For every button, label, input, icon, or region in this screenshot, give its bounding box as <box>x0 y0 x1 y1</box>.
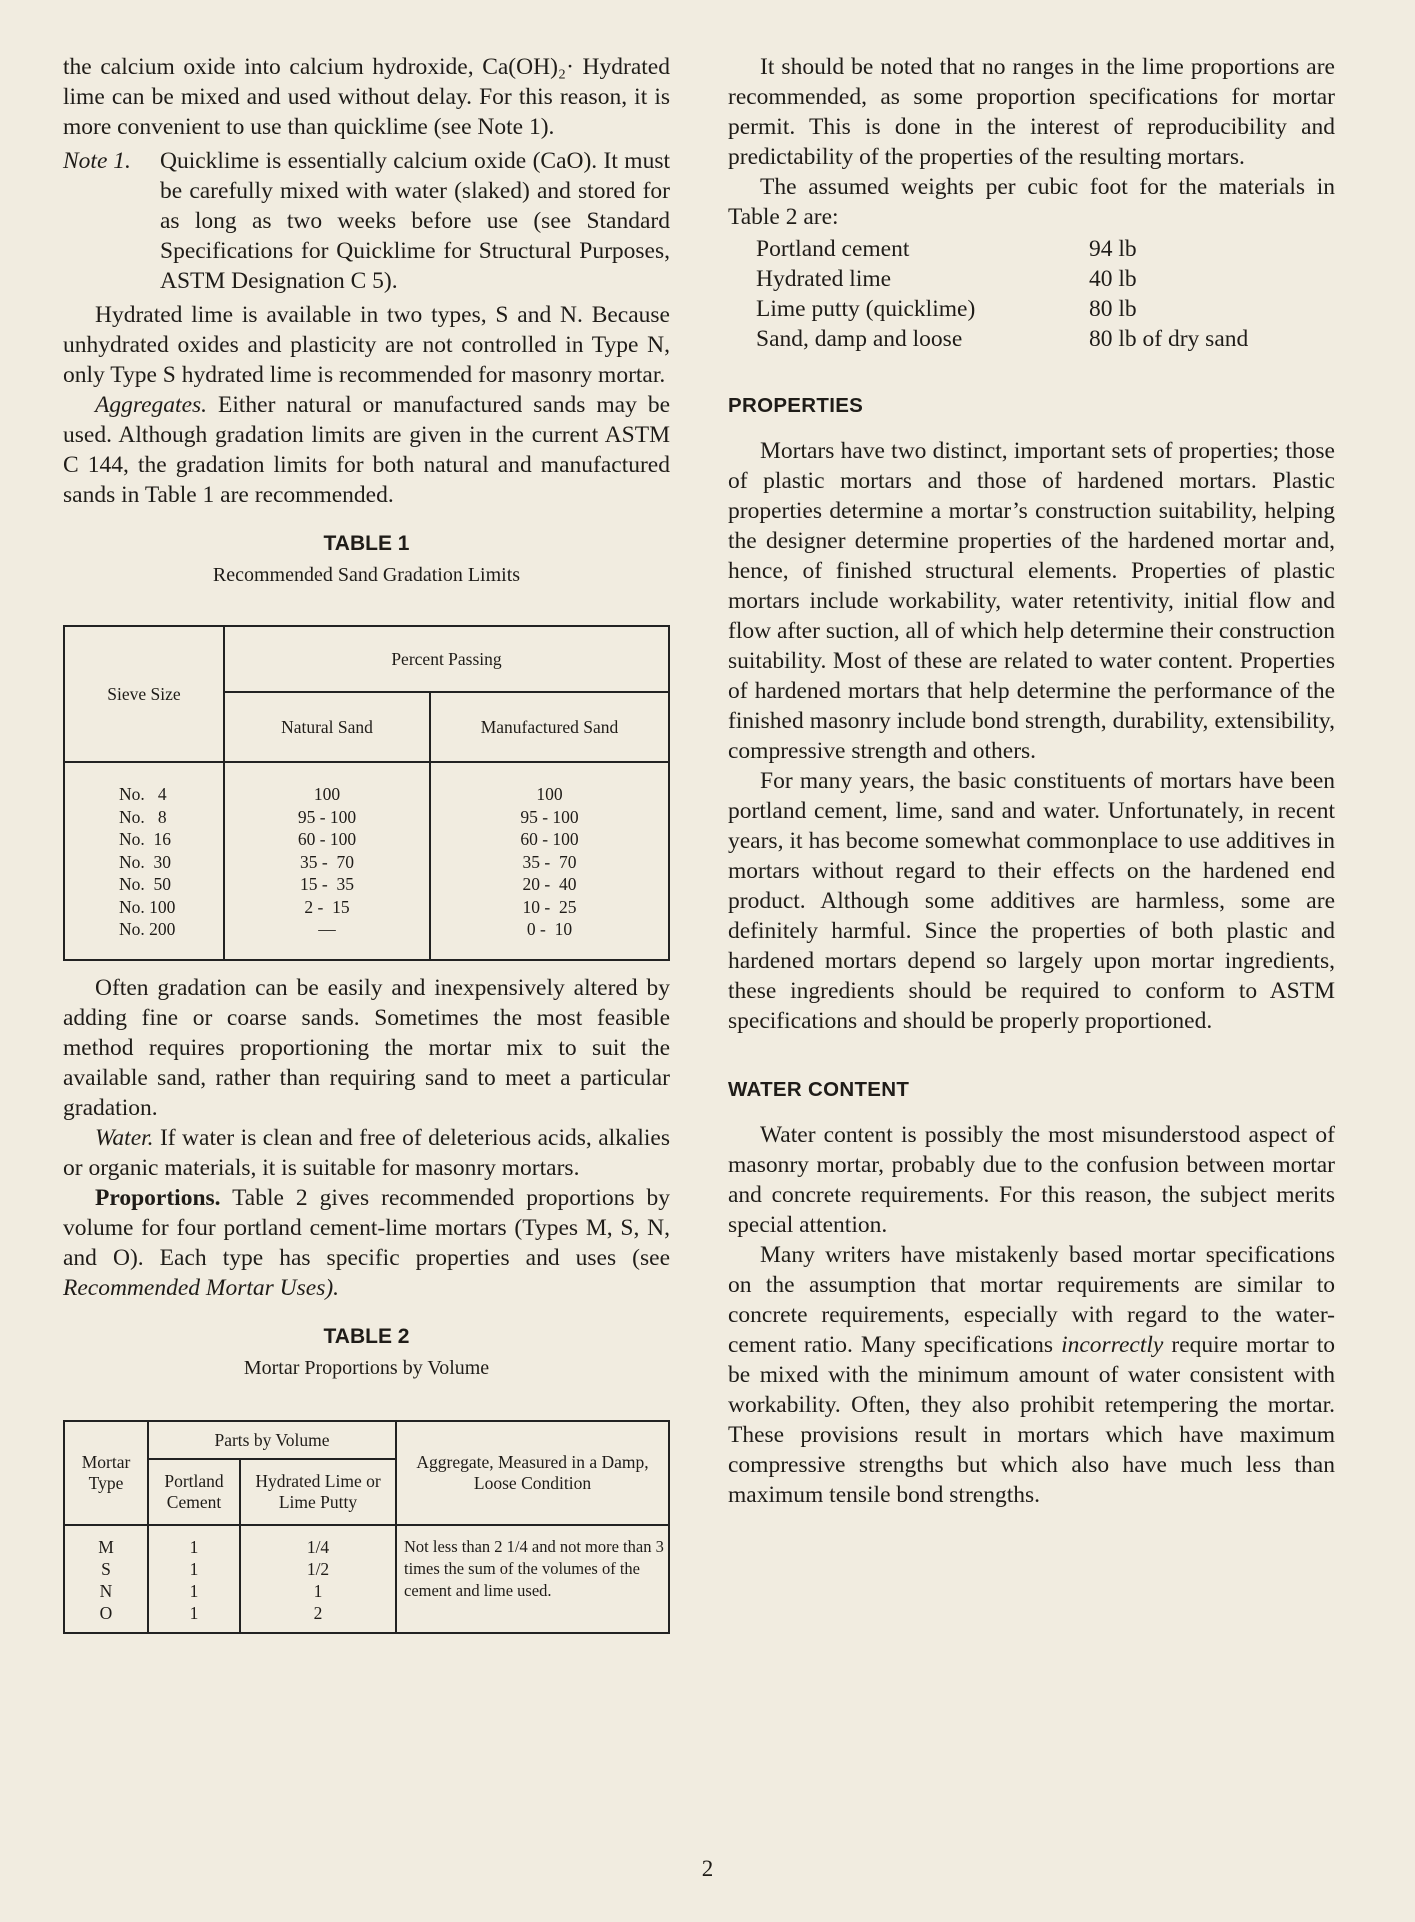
weight-material: Hydrated lime <box>756 266 892 292</box>
table2-lime-column: 1/4 1/2 1 2 <box>240 1525 396 1633</box>
table1-title: TABLE 1 <box>323 532 410 555</box>
note-label: Note 1. <box>63 148 131 174</box>
heading-properties: PROPERTIES <box>728 394 864 417</box>
table2-header-lime: Hydrated Lime or Lime Putty <box>240 1459 396 1525</box>
table1-header-percent: Percent Passing <box>224 626 669 692</box>
table2-header-type: Mortar Type <box>64 1421 148 1525</box>
weight-material: Sand, damp and loose <box>756 326 963 352</box>
weight-row <box>756 264 1335 294</box>
paragraph-gradation: Often gradation can be easily and inexpensively altered by adding fine or coarse sands. Sometimes the most feasible method requires proportioning the mortar mix to suit the available sand, rather than requiring sand to meet a particular gradation. <box>63 975 670 1121</box>
water-text: If water is clean and free of deleterious acids, alkalies or organic materials, it is suitable for masonry mortars. <box>63 1125 670 1181</box>
paragraph-constituents: For many years, the basic constituents of mortars have been portland cement, lime, sand and water. Unfortunately, in recent years, it has become somewhat commonplace to use additives in mortars without regard to their effects on the hardened end product. Although some additives are harmless, some are definitely harmful. Since the properties of both plastic and hardened mortars depend so largely upon mortar ingredients, these ingredients should be required to conform to ASTM specifications and should be properly proportioned. <box>728 768 1335 1034</box>
weight-value: 40 lb <box>1089 266 1137 292</box>
spec-italic: incorrectly <box>1061 1332 1164 1358</box>
paragraph-proportions <box>63 1183 670 1303</box>
table2-header-parts: Parts by Volume <box>148 1421 396 1459</box>
table2-subtitle: Mortar Proportions by Volume <box>243 1357 490 1379</box>
weight-row <box>756 294 1335 324</box>
water-label: Water. <box>95 1125 154 1151</box>
table2-cement-column: 1 1 1 1 <box>148 1525 240 1633</box>
table1-natural-column: 100 95 - 100 60 - 100 35 - 70 15 - 35 2 - 15 — <box>224 762 430 960</box>
paragraph-hydrated-lime-intro: the calcium oxide into calcium hydroxide, Ca(OH)₂· Hydrated lime can be mixed and used without delay. For this reason, it is more convenient to use than quicklime (see Note 1). <box>63 54 670 140</box>
table2-header-aggregate: Aggregate, Measured in a Damp, Loose Condition <box>396 1421 669 1525</box>
material-weights-list <box>756 234 1335 354</box>
aggregates-text: Either natural or manufactured sands may be used. Although gradation limits are given in the current ASTM C 144, the gradation limits for both natural and manufactured sands in Table 1 are recommended. <box>63 392 670 508</box>
paragraph-assumed-weights: The assumed weights per cubic foot for the materials in Table 2 are: <box>728 174 1335 230</box>
proportions-label: Proportions. <box>95 1185 221 1211</box>
table2-header-cement: Portland Cement <box>148 1459 240 1525</box>
table2-title: TABLE 2 <box>323 1325 410 1348</box>
weight-row <box>756 324 1335 354</box>
paragraph-lime-ranges: It should be noted that no ranges in the lime proportions are recommended, as some proportion specifications for mortar permit. This is done in the interest of reproducibility and predictability of the properties of the resulting mortars. <box>728 54 1335 170</box>
paragraph-properties: Mortars have two distinct, important sets of properties; those of plastic mortars and those of hardened mortars. Plastic properties determine a mortar’s construction suitability, helping the designer determine properties of the hardened mortar and, hence, of finished structural elements. Properties of plastic mortars include workability, water retentivity, initial flow and flow after suction, all of which help determine their construction suitability. Most of these are related to water content. Properties of hardened mortars that help determine the performance of the finished masonry include bond strength, durability, extensibility, compressive strength and others. <box>728 438 1335 764</box>
weight-value: 94 lb <box>1089 236 1137 262</box>
table1-header-sieve: Sieve Size <box>64 626 224 762</box>
left-column <box>63 52 670 1634</box>
page-number: 2 <box>701 1856 714 1881</box>
table1-subtitle: Recommended Sand Gradation Limits <box>212 564 521 586</box>
paragraph-hydrated-lime-types: Hydrated lime is available in two types, S and N. Because unhydrated oxides and plasticity are not controlled in Type N, only Type S hydrated lime is recommended for masonry mortar. <box>63 302 670 388</box>
note-text: Quicklime is essentially calcium oxide (CaO). It must be carefully mixed with water (slaked) and stored for as long as two weeks before use (see Standard Specifications for Quicklime for Structural Purposes, ASTM Designation C 5). <box>160 148 670 294</box>
table1-header-natural: Natural Sand <box>224 692 430 762</box>
heading-water-content: WATER CONTENT <box>728 1078 910 1101</box>
table1-header-manufactured: Manufactured Sand <box>430 692 669 762</box>
aggregates-label: Aggregates. <box>95 392 208 418</box>
weight-material: Lime putty (quicklime) <box>756 296 976 322</box>
proportions-text: Table 2 gives recommended proportions by volume for four portland cement-lime mortars (Types M, S, N, and O). Each type has specific properties and uses (see <box>63 1185 670 1271</box>
spec-text-start: Many writers have mistakenly based mortar specifications on the assumption that mortar requirements are similar to concrete requirements, especially with regard to the water-cement ratio. Many specifications <box>728 1242 1335 1358</box>
paragraph-water-content: Water content is possibly the most misunderstood aspect of masonry mortar, probably due to the confusion between mortar and concrete requirements. For this reason, the subject merits special attention. <box>728 1122 1335 1238</box>
sand-gradation-table <box>63 625 670 961</box>
paragraph-mortar-specifications <box>728 1240 1335 1510</box>
paragraph-water <box>63 1123 670 1183</box>
table1-sieve-column: No. 4 No. 8 No. 16 No. 30 No. 50 No. 100 No. 200 <box>64 762 224 960</box>
proportions-ref: Recommended Mortar Uses). <box>63 1275 340 1301</box>
note-1 <box>63 146 670 296</box>
weight-material: Portland cement <box>756 236 910 262</box>
mortar-proportions-table <box>63 1420 670 1634</box>
paragraph-aggregates <box>63 390 670 510</box>
table2-aggregate-cell: Not less than 2 1/4 and not more than 3 times the sum of the volumes of the cement and lime used. <box>396 1525 669 1633</box>
spec-text-end: require mortar to be mixed with the minimum amount of water consistent with workability. Often, they also prohibit retempering the mortar. These provisions result in mortars which have maximum compressive strengths but which also have much less than maximum tensile bond strengths. <box>728 1332 1335 1508</box>
weight-value: 80 lb <box>1089 296 1137 322</box>
table2-type-column: M S N O <box>64 1525 148 1633</box>
weight-row <box>756 234 1335 264</box>
weight-value: 80 lb of dry sand <box>1089 326 1249 352</box>
table1-manufactured-column: 100 95 - 100 60 - 100 35 - 70 20 - 40 10 - 25 0 - 10 <box>430 762 669 960</box>
right-column <box>728 52 1335 1510</box>
